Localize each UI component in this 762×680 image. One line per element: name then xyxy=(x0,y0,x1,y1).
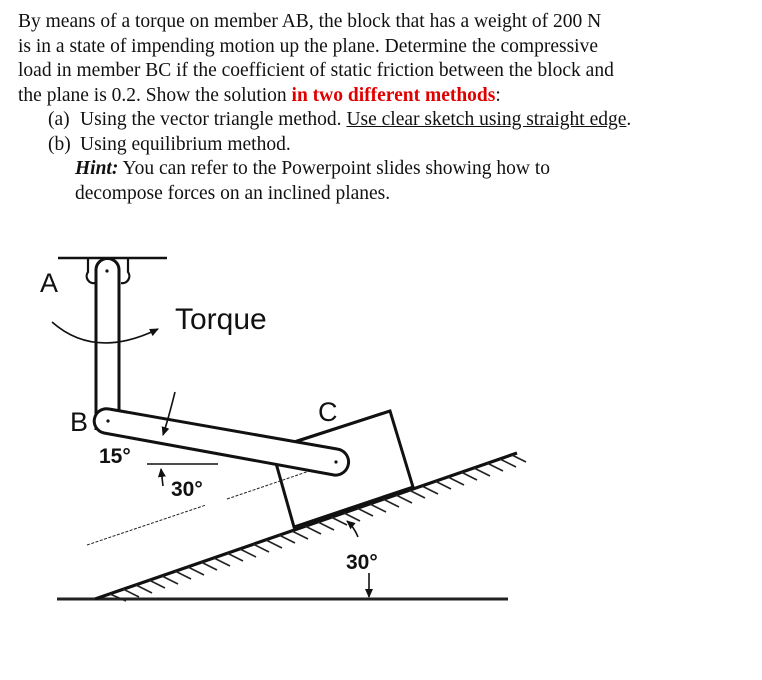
paragraph-line-4: the plane is 0.2. Show the solution xyxy=(18,84,292,106)
item-label: (b) xyxy=(48,133,71,155)
angle-30-arrow-icon xyxy=(161,469,163,486)
label-torque: Torque xyxy=(175,303,267,336)
pin-b xyxy=(106,419,109,422)
paragraph-line-3: load in member BC if the coefficient of static friction between the block and xyxy=(18,60,614,81)
label-angle-15: 15° xyxy=(99,445,131,468)
incline-angle-arrow-up-icon xyxy=(347,521,358,537)
label-angle-30-ref: 30° xyxy=(171,478,203,501)
item-text: Using the vector triangle method. xyxy=(80,109,347,130)
highlight-suffix: : xyxy=(495,84,501,106)
item-underlined-text: Use clear sketch using straight edge xyxy=(346,109,627,130)
label-angle-30-incline: 30° xyxy=(346,551,378,574)
hint-label: Hint: xyxy=(75,158,119,179)
item-suffix: . xyxy=(626,109,632,130)
label-c: C xyxy=(318,397,338,427)
label-b: B xyxy=(70,407,89,437)
item-text: Using equilibrium method. xyxy=(80,133,291,155)
link-ab xyxy=(96,259,119,431)
item-label: (a) xyxy=(48,109,70,130)
paragraph-line-2: is in a state of impending motion up the plane. Determine the compressive xyxy=(18,35,598,57)
hint-line-1: You can refer to the Powerpoint slides showing how to xyxy=(118,158,551,179)
hint-line-2: decompose forces on an inclined planes. xyxy=(75,182,391,204)
paragraph-line-1: By means of a torque on member AB, the block that has a weight of 200 N xyxy=(18,11,602,32)
pin-c xyxy=(334,460,337,463)
label-a: A xyxy=(40,268,59,298)
highlight-text: in two different methods xyxy=(291,84,496,106)
